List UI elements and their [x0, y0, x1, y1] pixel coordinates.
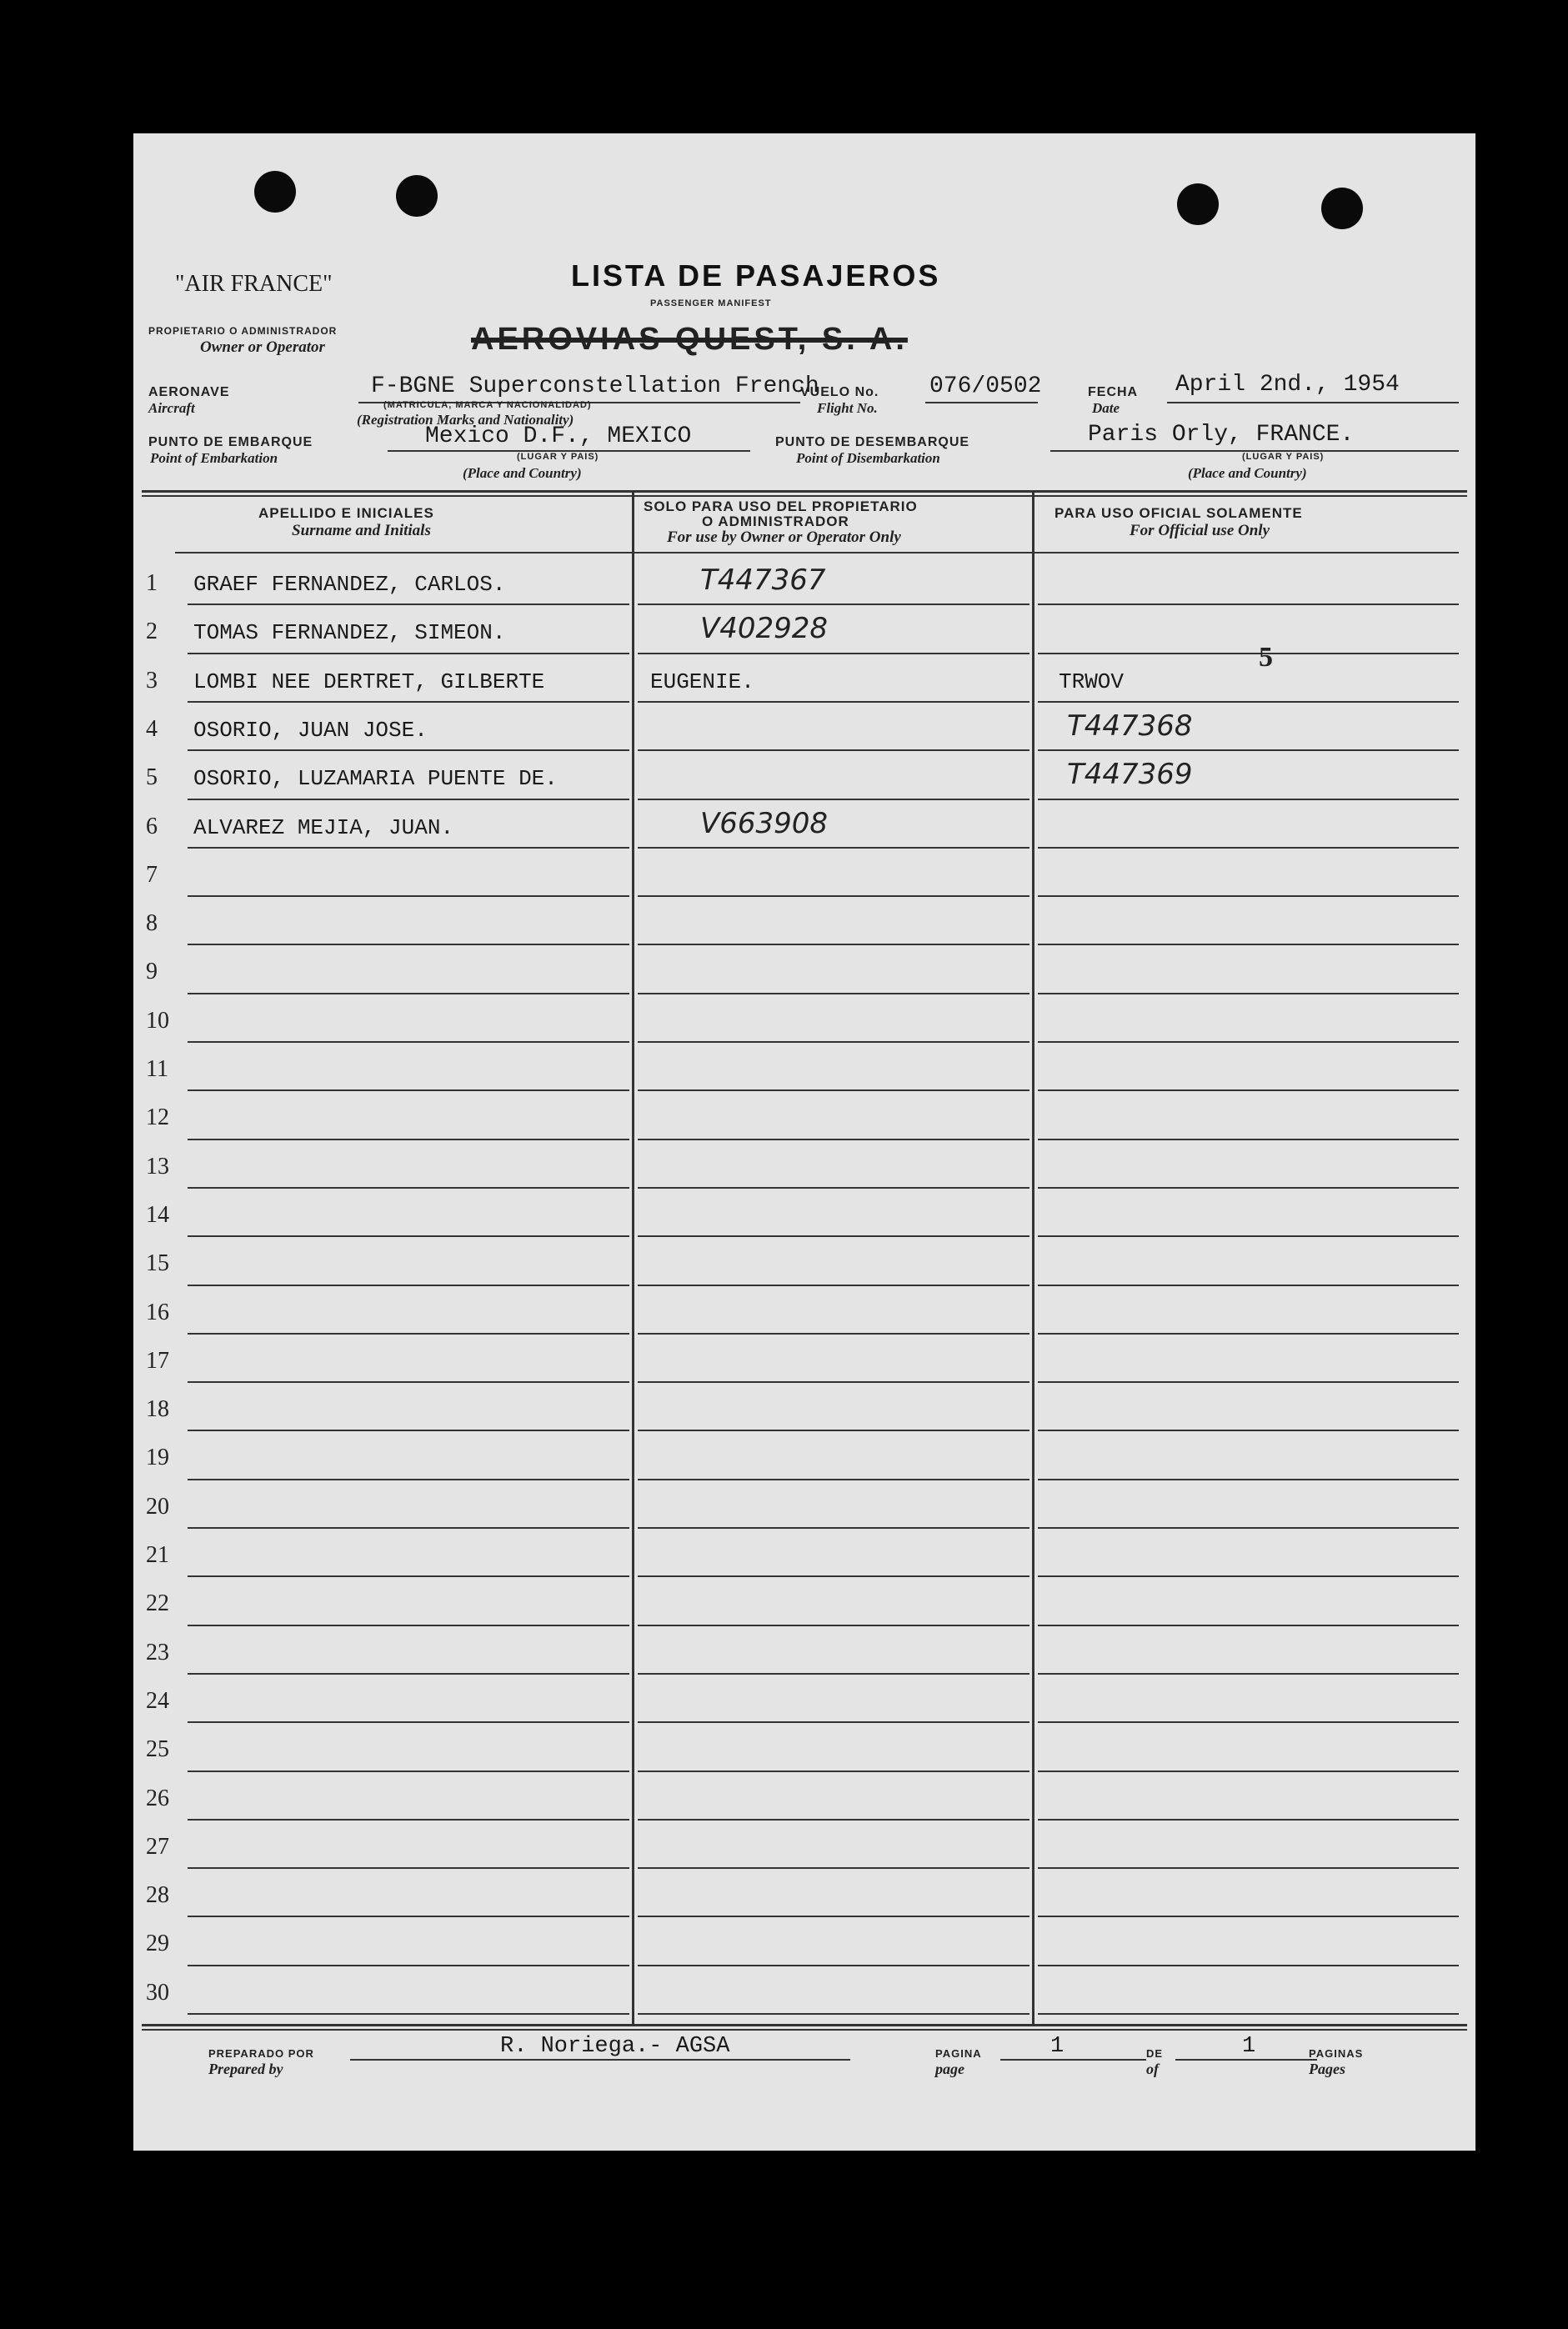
aircraft-sub-es: (MATRICULA, MARCA Y NACIONALIDAD) [383, 400, 592, 410]
row-rule [188, 2013, 629, 2015]
row-rule [1038, 944, 1459, 945]
row-rule [1038, 1673, 1459, 1675]
row-rule [1038, 993, 1459, 994]
row-rule [638, 944, 1029, 945]
passenger-name: OSORIO, JUAN JOSE. [193, 717, 428, 743]
row-rule [188, 1430, 629, 1431]
row-rule [188, 1527, 629, 1529]
row-rule [188, 993, 629, 994]
row-rule [638, 1916, 1029, 1917]
disembark-label-en: Point of Disembarkation [796, 450, 940, 466]
row-rule [188, 1041, 629, 1043]
pages-label-en: Pages [1309, 2061, 1345, 2077]
row-rule [638, 1867, 1029, 1869]
row-number: 8 [146, 910, 158, 937]
row-rule [188, 1965, 629, 1966]
row-number: 14 [146, 1201, 169, 1228]
row-rule [188, 1721, 629, 1723]
row-rule [638, 2013, 1029, 2015]
row-rule [188, 1139, 629, 1140]
row-rule [638, 1673, 1029, 1675]
row-rule [1038, 604, 1459, 605]
aircraft-value: F-BGNE Superconstellation French [371, 373, 819, 399]
table-bottom-rule-2 [142, 2029, 1467, 2031]
row-rule [188, 749, 629, 751]
row-number: 11 [146, 1056, 168, 1082]
row-number: 27 [146, 1833, 169, 1860]
table-bottom-rule [142, 2024, 1467, 2026]
row-rule [1038, 1771, 1459, 1772]
row-rule [1038, 1575, 1459, 1577]
row-rule [1038, 1333, 1459, 1335]
owner-entry: V663908 [700, 806, 829, 840]
row-rule [638, 1721, 1029, 1723]
official-entry: TRWOV [1059, 669, 1125, 694]
row-rule [1038, 1187, 1459, 1189]
page-label-en: page [935, 2061, 964, 2077]
disembark-value: Paris Orly, FRANCE. [1088, 422, 1355, 448]
row-rule [638, 1771, 1029, 1772]
flight-label-es: VUELO No. [800, 385, 879, 399]
owner-label-es: PROPIETARIO O ADMINISTRADOR [148, 325, 338, 337]
owner-value-struck: AEROVIAS QUEST, S. A. [471, 322, 908, 357]
punch-hole [1177, 183, 1219, 225]
aircraft-label-es: AERONAVE [148, 385, 230, 399]
row-rule [188, 1187, 629, 1189]
col1-header-es: APELLIDO E INICIALES [258, 505, 434, 521]
page-value: 1 [1050, 2034, 1065, 2059]
disembark-label-es: PUNTO DE DESEMBARQUE [775, 435, 970, 449]
row-rule [1038, 653, 1459, 654]
row-rule [638, 1139, 1029, 1140]
flight-underline [925, 402, 1038, 403]
row-number: 3 [146, 667, 158, 694]
row-rule [1038, 1819, 1459, 1821]
row-rule [1038, 1041, 1459, 1043]
date-label-en: Date [1092, 400, 1120, 416]
row-number: 10 [146, 1007, 169, 1034]
date-value: April 2nd., 1954 [1175, 372, 1400, 398]
prepared-underline [350, 2059, 850, 2061]
pages-label-es: PAGINAS [1309, 2047, 1364, 2060]
row-rule [1038, 1479, 1459, 1480]
row-number: 17 [146, 1347, 169, 1374]
of-value: 1 [1242, 2034, 1256, 2059]
row-number: 9 [146, 959, 158, 985]
row-rule [188, 1479, 629, 1480]
column-divider-2 [1032, 490, 1034, 2024]
embark-label-en: Point of Embarkation [150, 450, 278, 466]
row-rule [188, 1819, 629, 1821]
row-number: 12 [146, 1104, 169, 1131]
row-number: 22 [146, 1590, 169, 1617]
row-rule [188, 604, 629, 605]
row-rule [188, 1771, 629, 1772]
col3-header-es: PARA USO OFICIAL SOLAMENTE [1055, 505, 1303, 521]
row-number: 1 [146, 570, 158, 596]
passenger-name: GRAEF FERNANDEZ, CARLOS. [193, 572, 506, 597]
row-rule [638, 1819, 1029, 1821]
official-entry: T447369 [1067, 758, 1193, 792]
page-label-es: PAGINA [935, 2047, 982, 2060]
row-number: 6 [146, 813, 158, 839]
passenger-name: LOMBI NEE DERTRET, GILBERTE [193, 669, 545, 694]
row-rule [1038, 701, 1459, 703]
row-rule [638, 1041, 1029, 1043]
row-rule [1038, 799, 1459, 800]
disembark-sub-es: (LUGAR Y PAIS) [1242, 452, 1325, 462]
flight-label-en: Flight No. [817, 400, 878, 416]
row-number: 16 [146, 1299, 169, 1325]
col3-header-en: For Official use Only [1130, 522, 1270, 539]
row-number: 29 [146, 1931, 169, 1957]
row-rule [188, 1625, 629, 1626]
punch-hole [254, 171, 296, 213]
row-rule [188, 1673, 629, 1675]
row-rule [1038, 1916, 1459, 1917]
row-rule [188, 944, 629, 945]
row-rule [188, 799, 629, 800]
row-number: 28 [146, 1882, 169, 1909]
owner-entry: T447367 [700, 563, 826, 597]
row-number: 26 [146, 1785, 169, 1811]
row-rule [638, 1089, 1029, 1091]
header-bottom-rule [175, 552, 1459, 553]
row-rule [638, 749, 1029, 751]
row-rule [188, 1916, 629, 1917]
row-rule [188, 847, 629, 849]
row-rule [188, 1333, 629, 1335]
col2-header-en: For use by Owner or Operator Only [667, 528, 901, 546]
embark-sub-en: (Place and Country) [463, 465, 582, 481]
official-entry: T447368 [1067, 709, 1193, 743]
row-rule [638, 1187, 1029, 1189]
page-subtitle: PASSENGER MANIFEST [650, 298, 772, 308]
row-rule [638, 847, 1029, 849]
of-label-es: DE [1146, 2047, 1164, 2060]
row-number: 15 [146, 1250, 169, 1277]
page-underline [1000, 2059, 1146, 2061]
row-rule [188, 1285, 629, 1286]
owner-label-en: Owner or Operator [200, 338, 325, 356]
owner-entry: EUGENIE. [650, 669, 754, 694]
row-rule [1038, 1430, 1459, 1431]
owner-entry: V402928 [700, 612, 829, 646]
row-rule [188, 1089, 629, 1091]
col2-header-es-2: O ADMINISTRADOR [702, 513, 849, 529]
row-rule [1038, 847, 1459, 849]
date-label-es: FECHA [1088, 385, 1139, 399]
row-rule [1038, 1625, 1459, 1626]
row-rule [1038, 1965, 1459, 1966]
row-rule [638, 1235, 1029, 1237]
row-rule [638, 1479, 1029, 1480]
of-label-en: of [1146, 2061, 1159, 2077]
row-number: 7 [146, 861, 158, 888]
row-rule [188, 653, 629, 654]
row-rule [1038, 1381, 1459, 1383]
row-rule [638, 1625, 1029, 1626]
passenger-name: ALVAREZ MEJIA, JUAN. [193, 814, 454, 840]
row-rule [188, 1867, 629, 1869]
punch-hole [396, 175, 438, 217]
row-number: 4 [146, 715, 158, 742]
passenger-name: OSORIO, LUZAMARIA PUENTE DE. [193, 766, 558, 792]
official-count: 5 [1259, 642, 1273, 673]
row-rule [1038, 1285, 1459, 1286]
date-underline [1167, 402, 1459, 403]
col2-header-es-1: SOLO PARA USO DEL PROPIETARIO [644, 498, 918, 514]
row-rule [1038, 1089, 1459, 1091]
row-number: 25 [146, 1736, 169, 1763]
prepared-label-en: Prepared by [208, 2061, 283, 2077]
table-top-rule [142, 490, 1467, 493]
row-number: 13 [146, 1153, 169, 1180]
row-rule [1038, 1139, 1459, 1140]
row-number: 5 [146, 764, 158, 791]
page-title: LISTA DE PASAJEROS [571, 258, 941, 293]
aircraft-label-en: Aircraft [148, 400, 195, 416]
row-number: 23 [146, 1639, 169, 1665]
row-number: 19 [146, 1445, 169, 1471]
row-rule [638, 993, 1029, 994]
row-rule [638, 1285, 1029, 1286]
of-underline [1175, 2059, 1317, 2061]
row-rule [638, 701, 1029, 703]
embark-label-es: PUNTO DE EMBARQUE [148, 435, 313, 449]
aircraft-sub-en: (Registration Marks and Nationality) [357, 412, 574, 428]
row-rule [638, 653, 1029, 654]
row-rule [638, 1381, 1029, 1383]
row-rule [1038, 1721, 1459, 1723]
row-rule [188, 1381, 629, 1383]
flight-value: 076/0502 [929, 373, 1042, 399]
punch-hole [1321, 188, 1363, 229]
row-rule [638, 1527, 1029, 1529]
row-rule [638, 1575, 1029, 1577]
row-rule [188, 701, 629, 703]
row-rule [188, 1235, 629, 1237]
prepared-value: R. Noriega.- AGSA [500, 2034, 730, 2059]
row-rule [638, 799, 1029, 800]
row-rule [1038, 2013, 1459, 2015]
row-rule [638, 1430, 1029, 1431]
row-number: 24 [146, 1687, 169, 1714]
row-rule [638, 895, 1029, 897]
embark-sub-es: (LUGAR Y PAIS) [517, 452, 599, 462]
row-number: 20 [146, 1493, 169, 1520]
airline-name: "AIR FRANCE" [175, 271, 333, 297]
row-number: 2 [146, 619, 158, 645]
row-rule [188, 895, 629, 897]
row-number: 30 [146, 1979, 169, 2006]
table-top-rule-2 [142, 495, 1467, 497]
col1-header-en: Surname and Initials [292, 522, 431, 539]
row-rule [1038, 895, 1459, 897]
prepared-label-es: PREPARADO POR [208, 2047, 314, 2060]
row-rule [638, 1965, 1029, 1966]
row-rule [1038, 1867, 1459, 1869]
passenger-name: TOMAS FERNANDEZ, SIMEON. [193, 620, 506, 646]
row-rule [1038, 749, 1459, 751]
row-rule [1038, 1527, 1459, 1529]
manifest-sheet [133, 133, 1475, 2151]
disembark-sub-en: (Place and Country) [1188, 465, 1307, 481]
row-number: 21 [146, 1542, 169, 1568]
row-rule [638, 604, 1029, 605]
row-number: 18 [146, 1396, 169, 1423]
row-rule [1038, 1235, 1459, 1237]
row-rule [638, 1333, 1029, 1335]
column-divider-1 [632, 490, 634, 2024]
embark-value: Mexico D.F., MEXICO [425, 423, 692, 449]
row-rule [188, 1575, 629, 1577]
